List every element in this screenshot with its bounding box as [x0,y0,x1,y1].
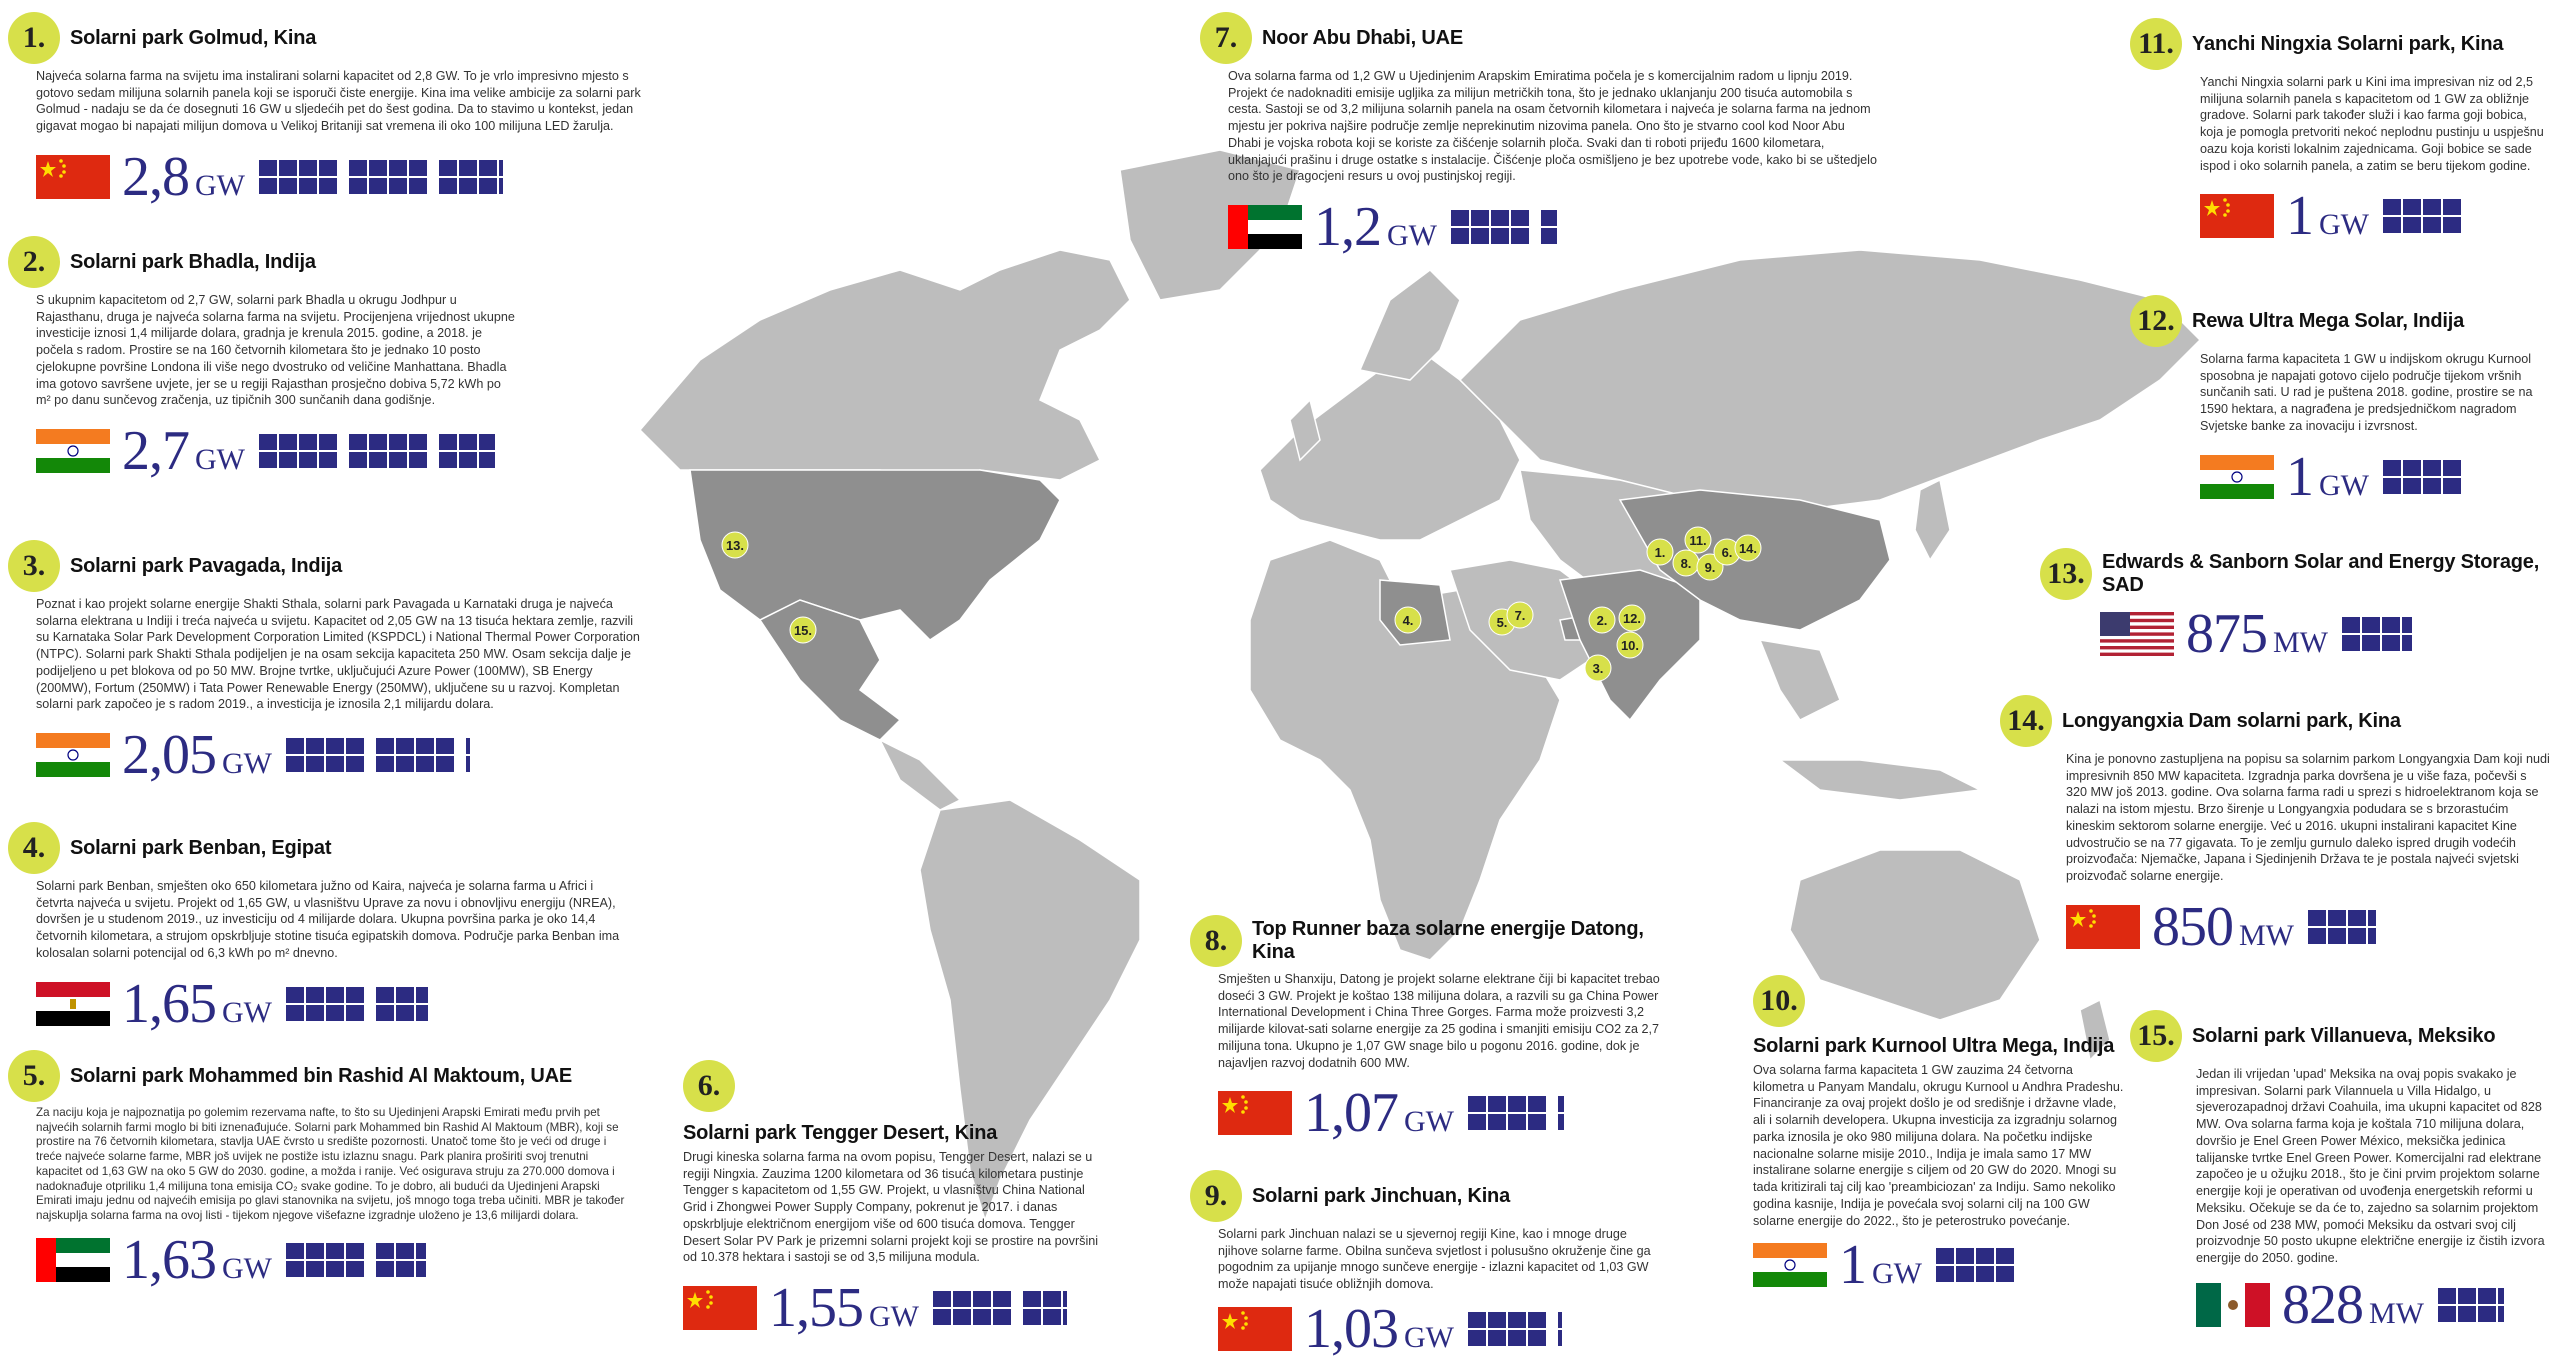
map-marker-15[interactable] [790,617,816,643]
park-title: Solarni park Benban, Egipat [70,836,332,859]
map-marker-4[interactable] [1395,607,1421,633]
rank-badge: 14. [2000,695,2052,747]
map-marker-label: 8. [1680,556,1692,571]
capacity-value: 1 GW [2286,445,2369,508]
capacity-value: 2,8 GW [122,145,245,208]
solar-panel-icon [349,434,429,468]
park-title: Yanchi Ningxia Solarni park, Kina [2192,32,2504,55]
park-entry-3 [8,540,648,787]
map-marker-label: 13. [725,538,745,553]
rank-badge: 4. [8,822,60,874]
park-description: Yanchi Ningxia solarni park u Kini ima impresivan niz od 2,5 milijuna solarnih panela s kapacitetom od 1 GW za obližnje gradove. Solarni park također služi i kao farma goji bobica, koja je pomogla pretvoriti nekoć neplodnu pustinju u uspješnu oazu koja koristi lokalnim zajednicama. Goji bobice se sade ispod i oko solarnih panela, a zatim se beru tijekom godine. [2200,75,2544,173]
park-title: Rewa Ultra Mega Solar, Indija [2192,309,2465,332]
park-description: S ukupnim kapacitetom od 2,7 GW, solarni park Bhadla u okrugu Jodhpur u Rajasthanu, druga je najveća solarna farma na svijetu. Procijenjena vrijednost ukupne investicije iznosi 1,4 milijarde dolara, gradnja je krenula 2015. godine, a 2018. je počela s radom. Prostire se na 160 četvornih kilometara što je jednako 10 posto cjelokupne površine Londona ili više nego dvostruko od veličine Manhattana. Bhadla ima gotovo savršene uvjete, jer se u regiji Rajasthan prosječno dobiva 5,72 kWh po m² po danu sunčevog zračenja, uz tipičnih 300 sunčanih dana godišnje. [36,293,515,408]
india-flag-icon [1753,1243,1827,1287]
capacity-row [2100,603,2550,665]
solar-panel-icons [2383,199,2463,233]
park-title: Solarni park Mohammed bin Rashid Al Maktoum, UAE [70,1064,572,1087]
map-marker-label: 12. [1622,611,1642,626]
partial-solar-panel-icon [466,738,470,772]
china-flag-icon [1218,1307,1292,1351]
solar-panel-icon [286,987,366,1021]
map-marker-label: 2. [1596,613,1608,628]
china-flag-icon [36,155,110,199]
park-entry-11 [2130,18,2550,248]
solar-panel-icons [2308,910,2376,944]
land-central-america [880,740,960,810]
rank-badge: 1. [8,12,60,64]
capacity-row [2200,445,2550,508]
capacity-value: 1,03 GW [1304,1297,1454,1360]
park-title: Solarni park Bhadla, Indija [70,250,316,273]
map-marker-label: 15. [793,623,813,638]
solar-panel-icons [2342,617,2412,651]
park-title: Edwards & Sanborn Solar and Energy Storage, SAD [2102,551,2540,596]
park-title: Longyangxia Dam solarni park, Kina [2062,709,2401,732]
park-title: Top Runner baza solarne energije Datong, Kina [1252,918,1644,963]
solar-panel-icons [1451,210,1557,244]
capacity-row [36,420,518,483]
park-title: Solarni park Golmud, Kina [70,26,317,49]
map-marker-label: 9. [1704,560,1716,575]
map-marker-13[interactable] [722,532,748,558]
rank-badge: 9. [1190,1170,1242,1222]
capacity-value: 1,2 GW [1314,196,1437,259]
solar-panel-icon [259,434,339,468]
map-marker-2[interactable] [1589,607,1615,633]
map-marker-label: 3. [1592,661,1604,676]
map-marker-1[interactable] [1647,539,1673,565]
partial-solar-panel-icon [1023,1291,1067,1325]
capacity-value: 850 MW [2152,895,2294,958]
capacity-row [2196,1273,2555,1336]
land-scandinavia [1360,270,1460,380]
partial-solar-panel-icon [1558,1312,1562,1346]
park-description: Solarni park Benban, smješten oko 650 kilometara južno od Kaira, najveća je solarna farma u Africi i četvrta najveća u svijetu. Projekt od 1,65 GW, u vlasništvu Uprave za novu i obnovljivu energiju (NREA), dovršen je u studenom 2019., uz investiciju od 4 milijarde dolara. Ukupna površina parka je oko 14,4 četvornih kilometara, a strujom opskrbljuje stotine tisuća egipatskih domova. Područje parka Benban ima kolosalan solarni potencijal od 6,3 kWh po m² dnevno. [36,879,620,960]
capacity-row [2200,185,2550,248]
capacity-value: 2,7 GW [122,420,245,483]
solar-panel-icon [2383,460,2463,494]
china-flag-icon [1218,1091,1292,1135]
capacity-row [36,972,628,1035]
map-marker-label: 14. [1738,541,1758,556]
land-russia [1460,250,2200,510]
map-marker-12[interactable] [1619,605,1645,631]
park-entry-2 [8,236,518,483]
land-indonesia [1780,760,1980,800]
park-entry-15 [2130,1010,2555,1336]
partial-solar-panel-icon [439,160,503,194]
map-marker-14[interactable] [1735,535,1761,561]
partial-solar-panel-icon [1558,1096,1564,1130]
solar-panel-icons [2438,1288,2504,1322]
partial-solar-panel-icon [376,987,428,1021]
park-description: Za naciju koja je najpoznatija po golemim rezervama nafte, to što su Ujedinjeni Arapski Emirati među prvih pet najvećih solarnih farmi moglo bi biti iznenađujuće. Solarni park Mohammed bin Rashid Al Maktoum (MBR), koji se prostire na 76 četvornih kilometara, stavlja UAE čvrsto u središte pozornosti. Unatoč tome što je veći od druge i treće najveće solarne farme, MBR još uvijek ne postiže istu izlaznu snagu. Park planira proširiti svoj trenutni kapacitet od 1,63 GW na oko 5 GW do 2030. godine, a možda i ranije. Već osigurava struju za 270.000 domova i nadoknađuje otpriliku 1,4 milijuna tona emisija CO₂ svake godine. To je dobro, ali budući da Ujedinjeni Arapski Emirati imaju jednu od najvećih emisija po glavi stanovnika na svijetu, još mnogo toga treba učiniti. MBR je također najskuplja solarna farma na ovoj listi - tijekom njegove višefazne izgradnje uloženo je 13,6 milijardi dolara. [36,1106,625,1223]
solar-panel-icon [259,160,339,194]
park-description: Kina je ponovno zastupljena na popisu sa solarnim parkom Longyangxia Dam koji nudi impresivnih 850 MW kapaciteta. Izgradnja parka dovršena je u više faza, počevši s 320 MW još 2013. godine. Ova solarna farma radi u sprezi s hidroelektranom koja se nalazi na istom mjestu. Brzo širenje u Longyangxia podudara se s brzorastućim kineskim sektorom solarne energije. Već u 2016. ukupni instalirani kapacitet Kine udvostručio se na 77 gigavata. To je zemlju gurnulo daleko ispred drugih vodećih proizvođača: Njemačke, Japana i Sjedinjenih Država te je postala najveći svjetski proizvođač solarne energije. [2066,752,2550,884]
solar-panel-icons [286,738,470,772]
rank-badge: 11. [2130,18,2182,70]
solar-panel-icon [1468,1312,1548,1346]
partial-solar-panel-icon [2342,617,2412,651]
capacity-row [1753,1234,2125,1297]
land-southeast-asia [1760,640,1840,720]
park-entry-4 [8,822,628,1035]
land-canada [640,250,1130,480]
solar-panel-icons [933,1291,1067,1325]
capacity-row [2066,895,2550,958]
park-entry-12 [2130,295,2550,508]
map-marker-10[interactable] [1617,632,1643,658]
uae-flag-icon [1228,205,1302,249]
park-description: Solarna farma kapaciteta 1 GW u indijskom okrugu Kurnool sposobna je napajati gotovo cijelo područje tijekom vršnih sunčanih sati. U rad je puštena 2018. godine, prostire se na 1590 hektara, a nagrađena je predsjedničkom nagradom Svjetske banke za inovaciju i izvrsnost. [2200,352,2533,433]
china-flag-icon [2200,194,2274,238]
rank-badge: 3. [8,540,60,592]
park-title: Solarni park Villanueva, Meksiko [2192,1024,2496,1047]
solar-panel-icons [259,434,495,468]
mexico-flag-icon [2196,1283,2270,1327]
solar-panel-icon [933,1291,1013,1325]
map-marker-7[interactable] [1507,602,1533,628]
solar-panel-icon [1451,210,1531,244]
park-title: Solarni park Jinchuan, Kina [1252,1184,1510,1207]
rank-badge: 12. [2130,295,2182,347]
egypt-flag-icon [36,982,110,1026]
park-entry-13 [2040,548,2550,665]
park-entry-14 [2000,695,2550,958]
india-flag-icon [36,429,110,473]
solar-panel-icons [2383,460,2463,494]
capacity-value: 828 MW [2282,1273,2424,1336]
capacity-row [1228,196,1880,259]
land-usa [690,470,1060,640]
solar-panel-icons [1936,1248,2016,1282]
solar-panel-icons [1468,1312,1562,1346]
park-description: Smješten u Shanxiju, Datong je projekt solarne elektrane čiji bi kapacitet trebao doseći 3 GW. Projekt je koštao 138 milijuna dolara, a razvili su ga China Power International Development i China Three Gorges. Farma može proizvesti 3,2 milijarde kilovat-sati solarne energije za 25 godina i smanjiti emisiju CO2 za 2,7 milijuna tona. Ukupno je 1,07 GW snage bilo u pogonu 2016. godine, dok je najavljen razvoj dodatnih 600 MW. [1218,972,1660,1070]
park-description: Ova solarna farma kapaciteta 1 GW zauzima 24 četvorna kilometra u Panyam Mandalu, okrugu Kurnool u Andhra Pradeshu. Financiranje za ovaj projekt došlo je od središnje i državne vlade, ali i solarnih developera. Ukupna investicija za izgradnju solarnog parka iznosila je oko 980 milijuna dolara. Na početku indijske nacionalne solarne misije 2010., Indija je imala samo 17 MW instalirane solarne energije s ciljem od 20 GW do 2020. Mnogi su tada kritizirali taj cilj kao 'preambiciozan' za Indiju. Samo nekoliko godina kasnije, Indija je povećala svoj solarni cilj na 100 GW solarne energije do 2022., što je peterostruko povećanje. [1753,1063,2124,1228]
china-flag-icon [683,1286,757,1330]
park-title: Solarni park Pavagada, Indija [70,554,343,577]
rank-badge: 15. [2130,1010,2182,1062]
park-description: Poznat i kao projekt solarne energije Shakti Sthala, solarni park Pavagada u Karnataki druga je najveća solarna elektrana u Indiji i treća najveća u svijetu. Kapacitet od 2,05 GW na 13 tisuća hektara zemlje, razvili su Karnataka Solar Park Development Corporation Limited (KSPDCL) i National Thermal Power Corporation (NTPC). Solarni park Shakti Sthala podijeljen je na osam sekcija kapaciteta 250 MW. Osam sekcija dalje je podijeljeno u pet blokova od po 50 MW. Brojne tvrtke, uključujući Azure Power (100MW), SB Energy (200MW), Fortum (250MW) i Tata Power Renewable Energy (250MW), uključene su u razvoj. Kompletan solarni park započeo je s radom 2019., a investicija je iznosila 2,1 milijardu dolara. [36,597,640,712]
capacity-value: 1,65 GW [122,972,272,1035]
park-title: Solarni park Tengger Desert, Kina [683,1122,998,1144]
map-marker-label: 4. [1402,613,1414,628]
solar-panel-icons [1468,1096,1564,1130]
capacity-row [36,1228,628,1291]
usa-flag-icon [2100,612,2174,656]
park-entry-9 [1190,1170,1660,1360]
park-description: Drugi kineska solarna farma na ovom popisu, Tengger Desert, nalazi se u regiji Ningxia. Zauzima 1200 kilometara od 36 tisuća kilometara pustinje Tengger s kapacitetom od 1,55 GW. Projekt, u vlasništvu China National Grid i Zhongwei Power Supply Company, pokrenut je 2017. i danas opskrbljuje električnom energijom više od 600 tisuća domova. Tengger Desert Solar PV Park je prizemni solarni projekt koji se prostire na površini od 10.378 hektara i sastoji se od 3,5 milijuna modula. [683,1150,1099,1265]
park-description: Solarni park Jinchuan nalazi se u sjevernoj regiji Kine, kao i mnoge druge njihove solarne farme. Obilna sunčeva svjetlost i polusušno okruženje čine ga pogodnim za upijanje mnogo sunčeve energije - izlazni kapacitet od 1,03 GW može napajati tisuće obližnjih domova. [1218,1227,1651,1292]
land-mexico [760,600,900,740]
capacity-value: 1,63 GW [122,1228,272,1291]
rank-badge: 5. [8,1050,60,1102]
map-marker-label: 1. [1654,545,1666,560]
solar-panel-icons [259,160,503,194]
solar-panel-icon [2383,199,2463,233]
capacity-row [683,1277,1105,1340]
china-flag-icon [2066,905,2140,949]
solar-panel-icon [349,160,429,194]
india-flag-icon [2200,455,2274,499]
rank-badge: 7. [1200,12,1252,64]
capacity-row [36,145,648,208]
park-entry-1 [8,12,648,208]
park-entry-10 [1725,975,2125,1297]
partial-solar-panel-icon [439,434,495,468]
solar-panel-icon [286,1243,366,1277]
capacity-value: 1 GW [2286,185,2369,248]
solar-panel-icons [286,987,428,1021]
rank-badge: 10. [1753,975,1805,1027]
map-marker-11[interactable] [1685,527,1711,553]
map-marker-3[interactable] [1585,655,1611,681]
partial-solar-panel-icon [2308,910,2376,944]
park-entry-8 [1190,915,1690,1145]
map-marker-label: 10. [1620,638,1640,653]
capacity-row [36,724,648,787]
park-description: Ova solarna farma od 1,2 GW u Ujedinjenim Arapskim Emiratima počela je s komercijalnim radom u lipnju 2019. Projekt će nadoknaditi emisije ugljika za milijun metričkih tona, što je jednako uklanjanju 200 tisuća automobila s cesta. Sastoji se od 3,2 milijuna solarnih panela na osam četvornih kilometara i najveća je solarna farma na jednom mjestu jer pokriva najšire područje zemlje neprekinutim nizovima panela. Ono što je stvarno cool kod Noor Abu Dhabi je vojska robota koji se koriste za čišćenje solarnih ploča. Svaki dan ti roboti prijeđu 1600 kilometara, uklanjajući prašinu i druge ostatke s instalacije. Čišćenje ploča osmišljeno je bez upotrebe vode, kako bi se uštedjelo ono što je dragocjeni resurs u ovoj pustinjskoj regiji. [1228,69,1877,184]
capacity-row [1218,1297,1660,1360]
map-marker-8[interactable] [1673,550,1699,576]
park-entry-5 [8,1050,628,1291]
capacity-row [1218,1082,1690,1145]
park-description: Najveća solarna farma na svijetu ima instalirani solarni kapacitet od 2,8 GW. To je vrlo impresivno mjesto s gotovo sedam milijuna solarnih panela koji se isporuči čiste energije. Kina ima velike ambicije za solarni park Golmud - nadaju se da će dosegnuti 16 GW u sljedećih pet do šest godina. Da to stavimo u kontekst, jedan gigavat mogao bi napajati milijun domova u Velikoj Britaniji sat vremena ili oko 100 milijuna LED žarulja. [36,69,641,134]
solar-panel-icon [286,738,366,772]
park-entry-7 [1200,12,1880,259]
solar-panel-icons [286,1243,426,1277]
partial-solar-panel-icon [1541,210,1557,244]
map-marker-label: 5. [1496,615,1508,630]
rank-badge: 13. [2040,548,2092,600]
partial-solar-panel-icon [376,1243,426,1277]
capacity-value: 1,55 GW [769,1277,919,1340]
rank-badge: 6. [683,1060,735,1112]
park-entry-6 [665,1060,1105,1340]
map-marker-label: 6. [1721,545,1733,560]
solar-panel-icon [1468,1096,1548,1130]
capacity-value: 1,07 GW [1304,1082,1454,1145]
uae-flag-icon [36,1238,110,1282]
park-title: Noor Abu Dhabi, UAE [1262,26,1464,49]
capacity-value: 875 MW [2186,603,2328,665]
rank-badge: 2. [8,236,60,288]
map-marker-label: 7. [1514,608,1526,623]
partial-solar-panel-icon [2438,1288,2504,1322]
park-title: Solarni park Kurnool Ultra Mega, Indija [1753,1035,2115,1057]
map-marker-label: 11. [1689,533,1707,548]
solar-panel-icon [1936,1248,2016,1282]
solar-panel-icon [376,738,456,772]
land-japan [1915,480,1950,560]
india-flag-icon [36,733,110,777]
rank-badge: 8. [1190,915,1242,967]
capacity-value: 1 GW [1839,1234,1922,1297]
park-description: Jedan ili vrijedan 'upad' Meksika na ovaj popis svakako je impresivan. Solarni park Vilannuela u Villa Hidalgo, u sjeverozapadnoj državi Coahuila, ima ukupni kapacitet od 828 MW. Ova solarna farma koja je koštala 710 milijuna dolara, dovršio je Enel Green Power México, meksička jedinica talijanske tvrtke Enel Green Power. Komercijalni rad elektrane započeo je u ožujku 2018., što je čini prvim projektom solarne energije koji je operativan od uvođenja energetskih reformi u Meksiku. Očekuje se da će to, zajedno sa solarnim projektom Don José od 238 MW, pomoći Meksiku da ostvari svoj cilj proizvodnje 50 posto ukupne električne energije iz čistih izvora energije do 2050. godine. [2196,1067,2545,1266]
capacity-value: 2,05 GW [122,724,272,787]
